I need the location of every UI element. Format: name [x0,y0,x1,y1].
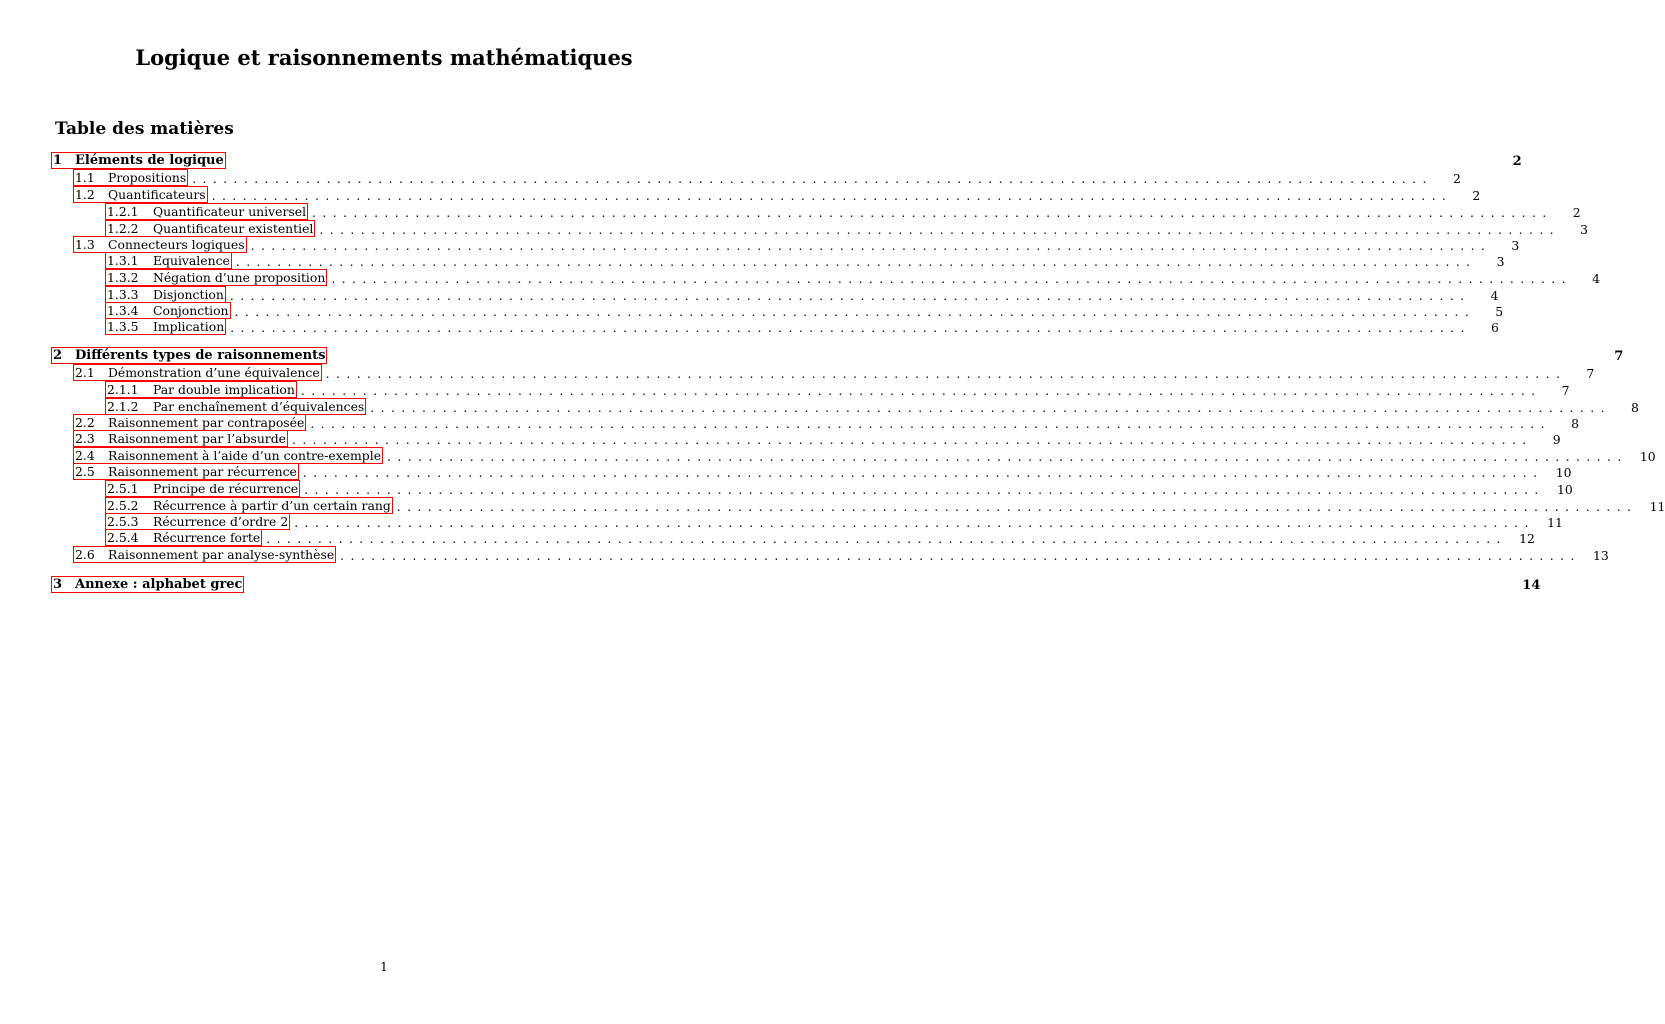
toc-link[interactable] [105,269,327,286]
toc-link[interactable] [73,463,299,480]
toc-row [0,152,1522,169]
toc-leader-dots: ........................................................................................................................ [312,205,1553,220]
toc-entry-number: 1 [53,153,63,168]
toc-entry-page: 8 [1571,416,1579,431]
toc-entry-title: Eléments de logique [75,153,224,168]
toc-row [0,220,1589,237]
toc-entry-page: 10 [1639,449,1656,464]
toc-row [0,318,1499,335]
toc-row [0,203,1581,220]
toc-leader-dots: ........................................................................................................................ [266,531,1507,546]
toc-row [0,269,1600,286]
toc-entry-page: 7 [1614,349,1624,364]
toc-leader-dots: ........................................................................................................................ [294,515,1535,530]
page-number: 1 [380,959,388,974]
toc-link[interactable] [105,302,231,319]
toc-row [0,513,1563,530]
toc-row [0,364,1595,381]
toc-entry-number: 1.3.4 [107,303,139,318]
toc-row [0,347,1624,364]
toc-leader-dots: ........................................................................................................................ [291,432,1533,447]
toc-link[interactable] [51,347,327,364]
toc-entry-title: Récurrence à partir d’un certain rang [153,498,391,513]
toc-link[interactable] [105,529,262,546]
toc-entry-page: 3 [1496,254,1505,269]
toc-entry-title: Raisonnement par analyse-synthèse [108,547,335,562]
toc-link[interactable] [73,546,336,563]
toc-entry-title: Raisonnement à l’aide d’un contre-exemple [108,448,382,463]
toc-link[interactable] [105,497,393,514]
toc-entry-title: Par double implication [153,382,295,397]
toc-row [0,529,1535,546]
toc-entry-page: 4 [1490,288,1499,303]
toc-row [0,546,1609,563]
toc-entry-page: 14 [1522,578,1541,593]
toc-entry-page: 12 [1519,531,1535,546]
toc-entry-page: 8 [1631,400,1639,415]
toc-entry-page: 6 [1490,320,1499,335]
toc-leader-dots: ........................................................................................................................ [319,222,1561,237]
toc-entry-number: 1.2.2 [107,221,139,236]
toc-row [0,447,1656,464]
toc-leader-dots: ........................................................................................................................ [340,548,1581,563]
toc-entry-page: 11 [1649,499,1665,514]
toc-link[interactable] [105,203,308,220]
toc-entry-number: 1.3 [75,237,95,252]
toc-entry-number: 1.2 [75,187,95,202]
toc-link[interactable] [105,252,232,269]
toc-entry-page: 7 [1586,366,1595,381]
toc-link[interactable] [51,152,226,169]
toc-row [0,381,1570,398]
toc-entry-title: Différents types de raisonnements [75,348,326,363]
toc-entry-page: 13 [1593,548,1609,563]
toc-heading: Table des matières [55,119,234,139]
toc-entry-page: 3 [1580,222,1589,237]
toc-link[interactable] [73,186,208,203]
toc-entry-title: Disjonction [153,287,224,302]
toc-entry-number: 2 [53,348,63,363]
toc-leader-dots: ........................................................................................................................ [235,254,1477,269]
toc-entry-number: 2.5.4 [107,530,139,545]
toc-entry-title: Connecteurs logiques [108,237,245,252]
toc-entry-title: Raisonnement par l’absurde [108,431,286,446]
toc-entry-title: Récurrence d’ordre 2 [153,514,289,529]
toc-entry-title: Démonstration d’une équivalence [108,365,320,380]
toc-leader-dots: ........................................................................................................................ [229,288,1471,303]
toc-entry-page: 11 [1547,515,1563,530]
toc-leader-dots: ........................................................................................................................ [396,499,1638,514]
toc-row [0,430,1561,447]
toc-row [0,169,1461,186]
toc-entry-title: Quantificateur universel [153,204,307,219]
toc-row [0,480,1573,497]
toc-entry-title: Principe de récurrence [153,481,299,496]
toc-leader-dots: ........................................................................................................................ [230,320,1471,335]
toc-entry-title: Implication [153,319,225,334]
toc-entry-number: 2.5.2 [107,498,139,513]
toc-leader-dots: ........................................................................................................................ [304,482,1545,497]
toc-entry-number: 2.2 [75,415,95,430]
toc-row [0,497,1665,514]
toc-entry-number: 2.6 [75,547,95,562]
toc-entry-number: 2.1.2 [107,399,139,414]
toc-row [0,286,1499,303]
toc-entry-page: 2 [1452,171,1461,186]
toc-row [0,414,1579,431]
toc-row [0,236,1520,253]
toc-link[interactable] [73,169,188,186]
toc-row [0,252,1505,269]
toc-link[interactable] [105,381,297,398]
toc-leader-dots: ........................................................................................................................ [325,366,1567,381]
toc-entry-number: 1.2.1 [107,204,139,219]
toc-link[interactable] [73,447,383,464]
toc-entry-page: 7 [1561,383,1570,398]
toc-entry-number: 1.3.1 [107,253,139,268]
toc-entry-number: 1.1 [75,170,95,185]
toc-entry-title: Raisonnement par contraposée [108,415,305,430]
toc-leader-dots: ........................................................................................................................ [302,465,1544,480]
toc-row [0,576,1541,593]
toc-row [0,463,1572,480]
toc-leader-dots: ........................................................................................................................ [331,271,1572,286]
toc-leader-dots: ........................................................................................................................ [387,449,1628,464]
toc-entry-page: 2 [1572,205,1581,220]
toc-entry-page: 2 [1472,188,1481,203]
toc-link[interactable] [105,286,226,303]
toc-link[interactable] [73,414,306,431]
toc-entry-page: 9 [1552,432,1561,447]
toc-entry-number: 2.5.3 [107,514,139,529]
toc-entry-title: Quantificateurs [108,187,206,202]
toc-entry-title: Equivalence [153,253,230,268]
toc-leader-dots: ........................................................................................................................ [250,238,1492,253]
toc-leader-dots: ........................................................................................................................ [234,304,1476,319]
toc-entry-page: 10 [1555,465,1572,480]
toc-row [0,186,1481,203]
toc-entry-title: Quantificateur existentiel [153,221,314,236]
toc-entry-number: 1.3.2 [107,270,139,285]
toc-leader-dots: ........................................................................................................................ [310,416,1551,431]
toc-link[interactable] [105,318,226,335]
toc-link[interactable] [105,220,315,237]
toc-link[interactable] [51,576,244,593]
toc-entry-title: Raisonnement par récurrence [108,464,297,479]
toc-entry-title: Récurrence forte [153,530,261,545]
toc-entry-number: 2.5 [75,464,95,479]
toc-link[interactable] [73,364,322,381]
toc-entry-number: 2.1 [75,365,95,380]
toc-leader-dots: ........................................................................................................................ [300,383,1542,398]
page-title: Logique et raisonnements mathématiques [135,45,633,70]
toc-link[interactable] [105,480,300,497]
toc-entry-page: 5 [1495,304,1504,319]
toc-entry-number: 1.3.5 [107,319,139,334]
toc-entry-page: 3 [1511,238,1520,253]
toc-entry-title: Négation d’une proposition [153,270,326,285]
toc-row [0,302,1504,319]
toc-leader-dots: ........................................................................................................................ [211,188,1453,203]
toc-entry-number: 2.5.1 [107,481,139,496]
toc-entry-number: 2.3 [75,431,95,446]
toc-row [0,398,1639,415]
toc-leader-dots: ........................................................................................................................ [192,171,1433,186]
toc-link[interactable] [105,513,290,530]
toc-entry-number: 2.1.1 [107,382,139,397]
toc-entry-number: 2.4 [75,448,95,463]
toc-link[interactable] [73,430,288,447]
toc-entry-page: 2 [1512,154,1522,169]
toc-entry-title: Propositions [108,170,187,185]
toc-entry-page: 10 [1556,482,1573,497]
toc-entry-page: 4 [1592,271,1600,286]
toc-leader-dots: ........................................................................................................................ [370,400,1611,415]
toc-entry-number: 1.3.3 [107,287,139,302]
toc-link[interactable] [73,236,247,253]
toc-entry-title: Conjonction [153,303,229,318]
toc-entry-title: Annexe : alphabet grec [75,577,243,592]
toc-entry-number: 3 [53,577,63,592]
toc-entry-title: Par enchaînement d’équivalences [153,399,365,414]
toc-link[interactable] [105,398,366,415]
